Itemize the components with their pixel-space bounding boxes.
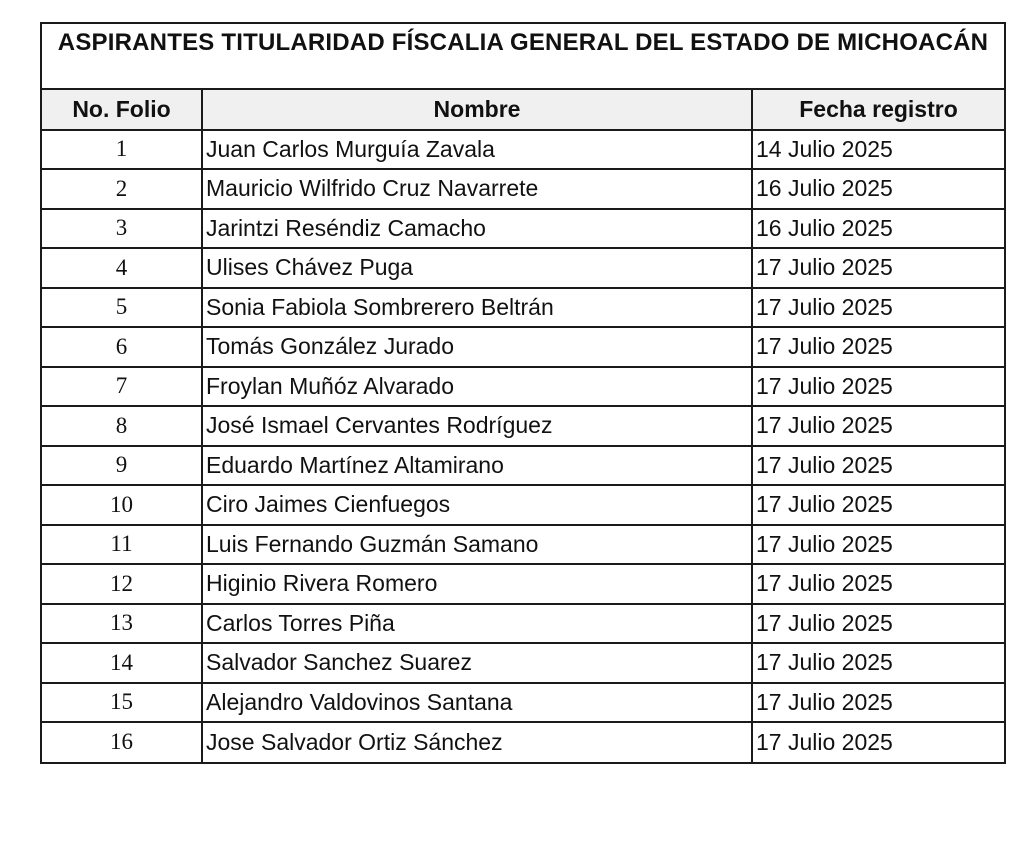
cell-folio: 8: [42, 406, 202, 446]
cell-folio: 11: [42, 525, 202, 565]
table-row: [42, 564, 1004, 604]
cell-nombre: Carlos Torres Piña: [202, 604, 752, 644]
document-title: ASPIRANTES TITULARIDAD FÍSCALIA GENERAL DEL ESTADO DE MICHOACÁN: [42, 24, 1004, 90]
table-row: [42, 683, 1004, 723]
table-row: [42, 169, 1004, 209]
cell-fecha: 16 Julio 2025: [752, 209, 1004, 249]
table-body: [42, 130, 1004, 762]
cell-folio: 12: [42, 564, 202, 604]
cell-fecha: 17 Julio 2025: [752, 485, 1004, 525]
header-fecha: Fecha registro: [752, 90, 1004, 130]
table-row: [42, 367, 1004, 407]
cell-folio: 7: [42, 367, 202, 407]
cell-folio: 3: [42, 209, 202, 249]
cell-nombre: Jarintzi Reséndiz Camacho: [202, 209, 752, 249]
table-row: [42, 485, 1004, 525]
cell-folio: 10: [42, 485, 202, 525]
cell-folio: 14: [42, 643, 202, 683]
cell-fecha: 16 Julio 2025: [752, 169, 1004, 209]
table-row: [42, 446, 1004, 486]
cell-fecha: 17 Julio 2025: [752, 248, 1004, 288]
cell-fecha: 17 Julio 2025: [752, 643, 1004, 683]
cell-fecha: 17 Julio 2025: [752, 367, 1004, 407]
cell-nombre: Jose Salvador Ortiz Sánchez: [202, 722, 752, 762]
cell-folio: 6: [42, 327, 202, 367]
cell-nombre: Alejandro Valdovinos Santana: [202, 683, 752, 723]
cell-nombre: Luis Fernando Guzmán Samano: [202, 525, 752, 565]
cell-folio: 15: [42, 683, 202, 723]
cell-folio: 1: [42, 130, 202, 170]
cell-nombre: Ulises Chávez Puga: [202, 248, 752, 288]
cell-fecha: 14 Julio 2025: [752, 130, 1004, 170]
table-row: [42, 209, 1004, 249]
cell-fecha: 17 Julio 2025: [752, 722, 1004, 762]
cell-folio: 4: [42, 248, 202, 288]
cell-fecha: 17 Julio 2025: [752, 683, 1004, 723]
cell-nombre: Froylan Muñóz Alvarado: [202, 367, 752, 407]
cell-fecha: 17 Julio 2025: [752, 406, 1004, 446]
cell-nombre: Eduardo Martínez Altamirano: [202, 446, 752, 486]
cell-nombre: Mauricio Wilfrido Cruz Navarrete: [202, 169, 752, 209]
aspirants-sheet: [40, 22, 1006, 764]
aspirants-table: [42, 90, 1004, 762]
cell-fecha: 17 Julio 2025: [752, 327, 1004, 367]
table-row: [42, 288, 1004, 328]
cell-nombre: José Ismael Cervantes Rodríguez: [202, 406, 752, 446]
cell-nombre: Tomás González Jurado: [202, 327, 752, 367]
cell-fecha: 17 Julio 2025: [752, 604, 1004, 644]
table-row: [42, 406, 1004, 446]
cell-fecha: 17 Julio 2025: [752, 446, 1004, 486]
header-nombre: Nombre: [202, 90, 752, 130]
cell-folio: 13: [42, 604, 202, 644]
table-row: [42, 722, 1004, 762]
table-row: [42, 327, 1004, 367]
cell-fecha: 17 Julio 2025: [752, 525, 1004, 565]
table-header-row: [42, 90, 1004, 130]
cell-fecha: 17 Julio 2025: [752, 288, 1004, 328]
cell-folio: 9: [42, 446, 202, 486]
table-row: [42, 248, 1004, 288]
table-row: [42, 604, 1004, 644]
cell-fecha: 17 Julio 2025: [752, 564, 1004, 604]
table-row: [42, 525, 1004, 565]
cell-folio: 2: [42, 169, 202, 209]
table-row: [42, 130, 1004, 170]
header-folio: No. Folio: [42, 90, 202, 130]
table-row: [42, 643, 1004, 683]
cell-nombre: Salvador Sanchez Suarez: [202, 643, 752, 683]
cell-nombre: Higinio Rivera Romero: [202, 564, 752, 604]
cell-folio: 16: [42, 722, 202, 762]
cell-nombre: Ciro Jaimes Cienfuegos: [202, 485, 752, 525]
cell-nombre: Sonia Fabiola Sombrerero Beltrán: [202, 288, 752, 328]
cell-nombre: Juan Carlos Murguía Zavala: [202, 130, 752, 170]
cell-folio: 5: [42, 288, 202, 328]
